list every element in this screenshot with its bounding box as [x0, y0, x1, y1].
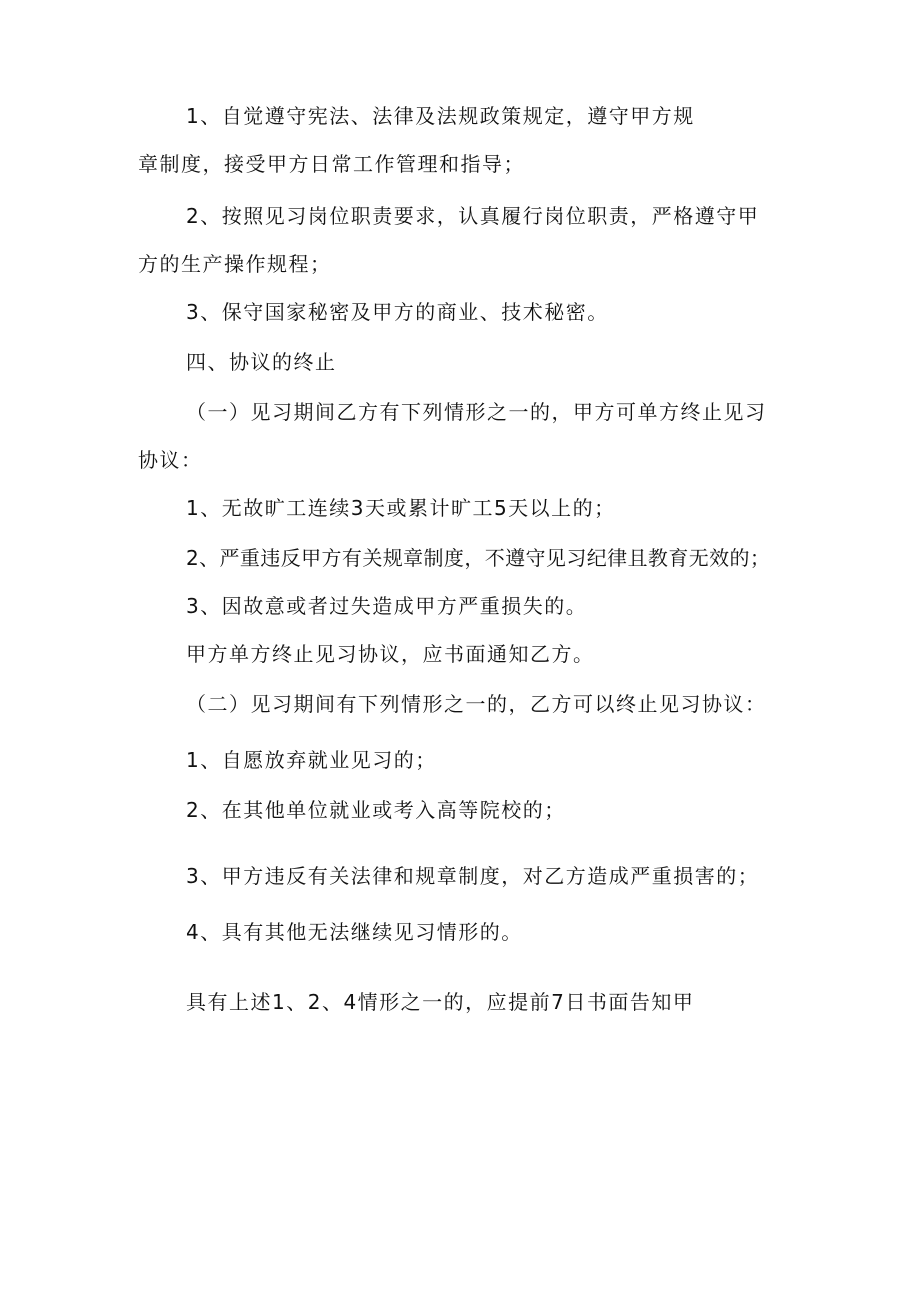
- party-b-item-1: 1、自愿放弃就业见习的；: [186, 748, 437, 772]
- subsection-1-line-1: （一）见习期间乙方有下列情形之一的，甲方可单方终止见习: [186, 400, 767, 424]
- section-heading-termination: 四、协议的终止: [186, 350, 337, 374]
- clause-1-line-1: 1、自觉遵守宪法、法律及法规政策规定，遵守甲方规: [186, 104, 695, 128]
- clause-2-line-2: 方的生产操作规程；: [138, 252, 332, 276]
- clause-2-line-1: 2、按照见习岗位职责要求，认真履行岗位职责，严格遵守甲: [186, 204, 760, 228]
- notice-line: 甲方单方终止见习协议，应书面通知乙方。: [186, 642, 595, 666]
- subsection-1-line-2: 协议：: [138, 448, 203, 472]
- party-b-item-3: 3、甲方违反有关法律和规章制度，对乙方造成严重损害的；: [186, 864, 760, 888]
- party-b-item-4: 4、具有其他无法继续见习情形的。: [186, 920, 523, 944]
- clause-1-line-2: 章制度，接受甲方日常工作管理和指导；: [138, 152, 525, 176]
- clause-3-line: 3、保守国家秘密及甲方的商业、技术秘密。: [186, 300, 609, 324]
- advance-notice-line: 具有上述1、2、4情形之一的，应提前7日书面告知甲: [186, 990, 695, 1014]
- termination-item-1: 1、无故旷工连续3天或累计旷工5天以上的；: [186, 496, 616, 520]
- termination-item-2: 2、严重违反甲方有关规章制度，不遵守见习纪律且教育无效的；: [186, 546, 771, 570]
- termination-item-3: 3、因故意或者过失造成甲方严重损失的。: [186, 594, 588, 618]
- party-b-item-2: 2、在其他单位就业或考入高等院校的；: [186, 798, 566, 822]
- subsection-2-line: （二）见习期间有下列情形之一的，乙方可以终止见习协议：: [186, 692, 767, 716]
